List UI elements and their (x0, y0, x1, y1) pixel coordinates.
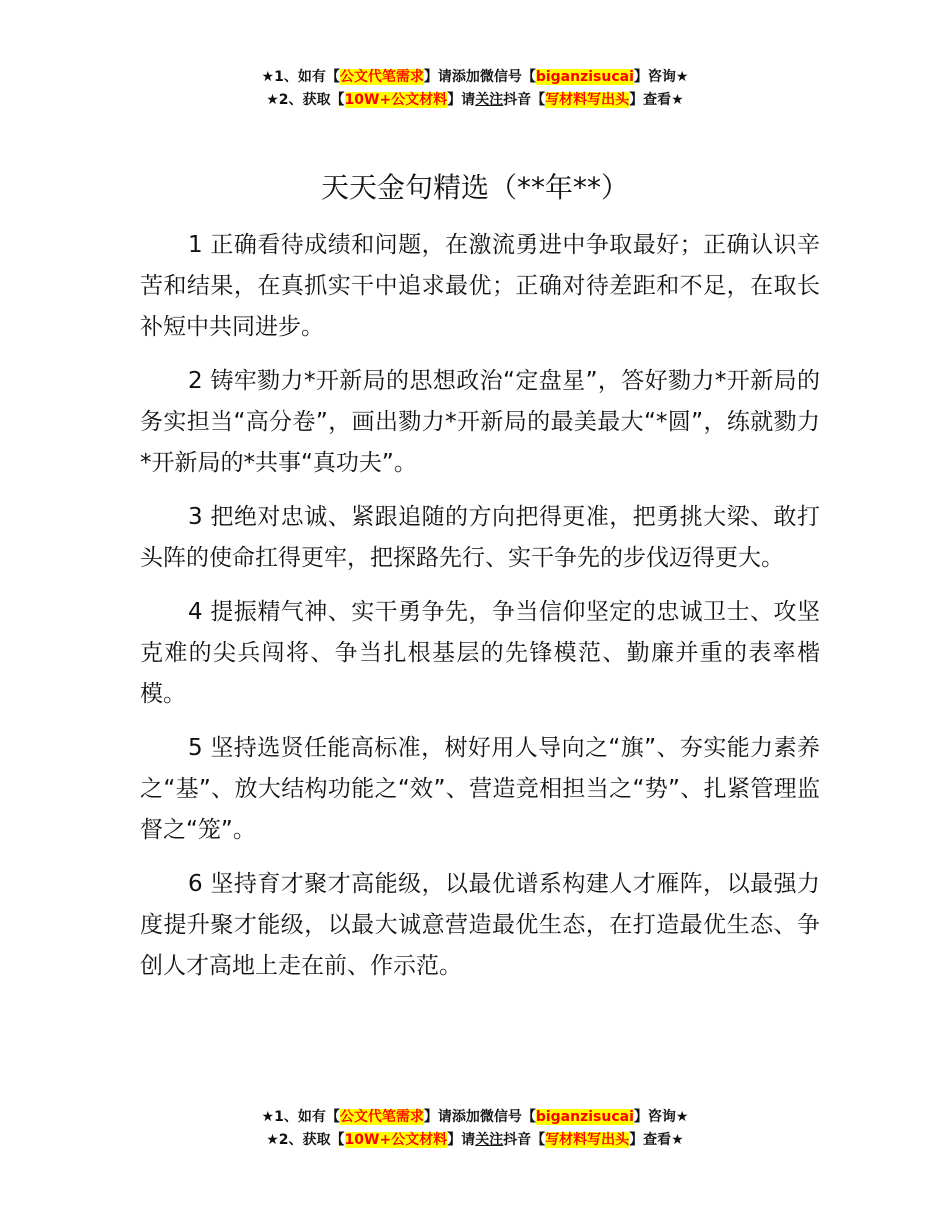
highlight-text: 公文代笔需求 (339, 69, 424, 85)
paragraph-2: 2 铸牢勠力*开新局的思想政治“定盘星”，答好勠力*开新局的务实担当“高分卷”，画出勠力*开新局的最美最大“*圆”，练就勠力*开新局的*共事“真功夫”。 (140, 368, 820, 476)
banner-text: 微信号【 (479, 1109, 536, 1125)
douyin-account: 写材料写出头 (545, 1132, 630, 1148)
banner-text: 】请 (447, 92, 476, 108)
douyin-account: 写材料写出头 (545, 92, 630, 108)
header-banner (0, 66, 950, 112)
banner-text: ★2、获取【 (266, 92, 345, 108)
paragraph-1: 1 正确看待成绩和问题，在激流勇进中争取最好；正确认识辛苦和结果，在真抓实干中追求最优；正确对待差距和不足，在取长补短中共同进步。 (140, 232, 820, 340)
underlined-text: 关注 (475, 1132, 504, 1148)
paragraph-4: 4 提振精气神、实干勇争先，争当信仰坚定的忠诚卫士、攻坚克难的尖兵闯将、争当扎根基层的先锋模范、勤廉并重的表率楷模。 (140, 599, 820, 707)
footer-banner (0, 1106, 950, 1152)
page-title: 天天金句精选（**年**） (320, 171, 629, 204)
document-body (140, 225, 820, 1000)
banner-text: 】请 (447, 1132, 476, 1148)
banner-text: 微信号【 (479, 69, 536, 85)
highlight-text: 公文代笔需求 (339, 1109, 424, 1125)
banner-text: 抖音【 (503, 92, 546, 108)
banner-line-2 (0, 1129, 950, 1152)
wechat-id: biganzisucai (535, 69, 634, 85)
banner-text: 】咨询★ (633, 1109, 689, 1125)
banner-text: 】请添 (423, 69, 466, 85)
banner-line-1 (0, 1106, 950, 1129)
banner-line-2 (0, 89, 950, 112)
wechat-id: biganzisucai (535, 1109, 634, 1125)
highlight-text: 10W+公文材料 (344, 1132, 448, 1148)
banner-text: 抖音【 (503, 1132, 546, 1148)
paragraph-3: 3 把绝对忠诚、紧跟追随的方向把得更准，把勇挑大梁、敢打头阵的使命扛得更牢，把探路先行、实干争先的步伐迈得更大。 (140, 504, 820, 571)
paragraph-5: 5 坚持选贤任能高标准，树好用人导向之“旗”、夯实能力素养之“基”、放大结构功能之“效”、营造竞相担当之“势”、扎紧管理监督之“笼”。 (140, 735, 820, 843)
banner-line-1 (0, 66, 950, 89)
banner-text: 】查看★ (629, 1132, 684, 1148)
banner-text: 】请添 (423, 1109, 466, 1125)
paragraph-6: 6 坚持育才聚才高能级，以最优谱系构建人才雁阵，以最强力度提升聚才能级，以最大诚意营造最优生态，在打造最优生态、争创人才高地上走在前、作示范。 (140, 871, 820, 979)
banner-text: ★1、如有【 (261, 69, 340, 85)
underlined-text: 关注 (475, 92, 504, 108)
banner-text: 】咨询★ (633, 69, 689, 85)
banner-text: 加 (465, 69, 480, 85)
banner-text: ★1、如有【 (261, 1109, 340, 1125)
banner-text: 】查看★ (629, 92, 684, 108)
highlight-text: 10W+公文材料 (344, 92, 448, 108)
banner-text: ★2、获取【 (266, 1132, 345, 1148)
banner-text: 加 (465, 1109, 480, 1125)
